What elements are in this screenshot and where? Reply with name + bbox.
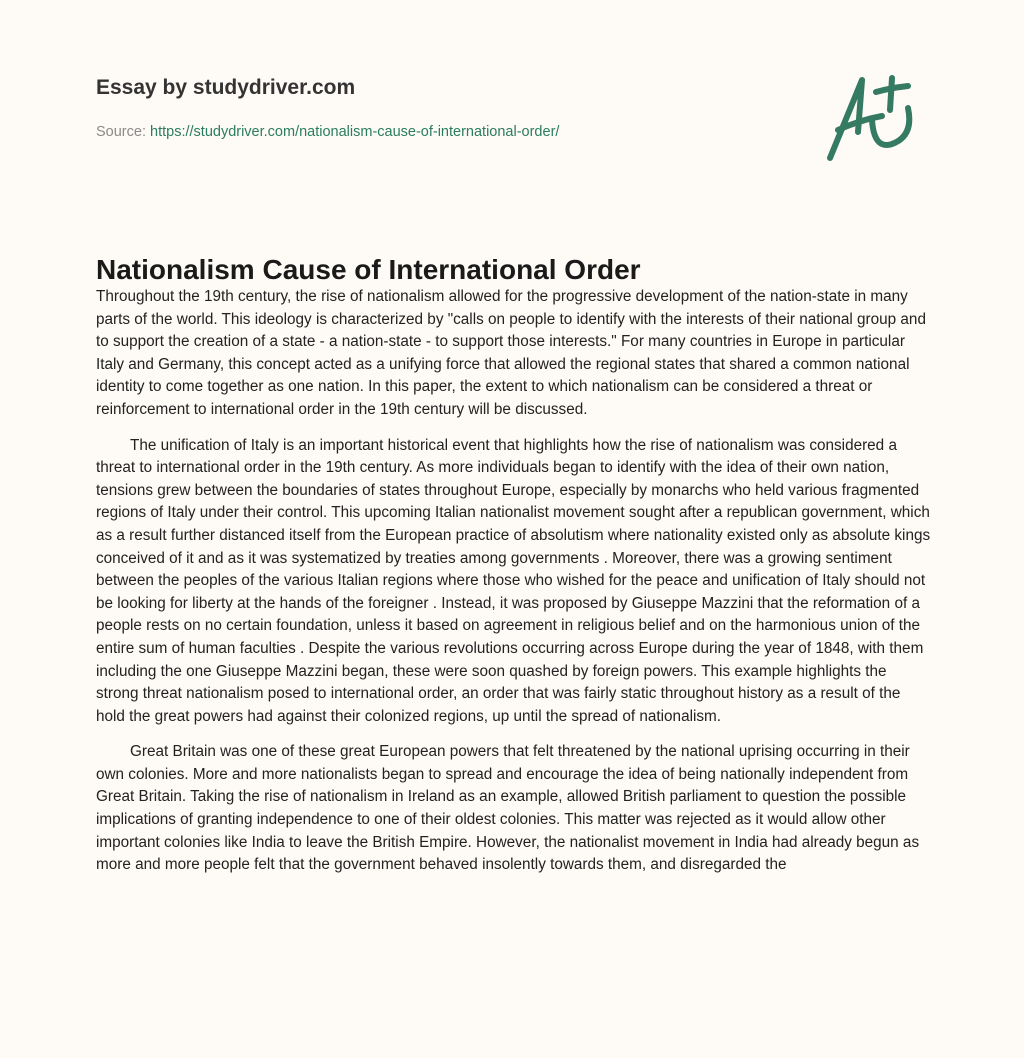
essay-body — [96, 286, 932, 890]
source-label: Source: — [96, 124, 146, 140]
source-link[interactable]: https://studydriver.com/nationalism-cause-of-international-order/ — [150, 124, 560, 140]
paragraph: The unification of Italy is an important historical event that highlights how the rise of nationalism was considered a threat to international order in the 19th century. As more individuals began to identify with the idea of their own nation, tensions grew between the boundaries of states throughout Europe, especially by monarchs who held various fragmented regions of Italy under their control. This upcoming Italian nationalist movement sought after a republican government, which as a result further distanced itself from the European practice of absolutism where nationality existed only as absolute kings conceived of it and as it was systematized by treaties among governments . Moreover, there was a growing sentiment between the peoples of the various Italian regions where those who wished for the peace and unification of Italy should not be looking for liberty at the hands of the foreigner . Instead, it was proposed by Giuseppe Mazzini that the reformation of a people rests on no certain foundation, unless it based on agreement in religious belief and on the harmonious union of the entire sum of human faculties . Despite the various revolutions occurring across Europe during the year of 1848, with them including the one Giuseppe Mazzini began, these were soon quashed by foreign powers. This example highlights the strong threat nationalism posed to international order, an order that was fairly static throughout history as a result of the hold the great powers had against their colonized regions, up until the spread of nationalism. — [96, 436, 931, 725]
essay-title: Nationalism Cause of International Order — [96, 254, 641, 285]
paragraph: Throughout the 19th century, the rise of nationalism allowed for the progressive development of the nation-state in many parts of the world. This ideology is characterized by "calls on people to identify with the interests of their national group and to support the creation of a state - a nation-state - to support those interests." For many countries in Europe in particular Italy and Germany, this concept acted as a unifying force that allowed the regional states that shared a common national identity to come together as one nation. In this paper, the extent to which nationalism can be considered a threat or reinforcement to international order in the 19th century will be discussed. — [96, 288, 926, 418]
source-line — [96, 124, 559, 140]
paragraph: Great Britain was one of these great European powers that felt threatened by the national uprising occurring in their own colonies. More and more nationalists began to spread and encourage the idea of being nationally independent from Great Britain. Taking the rise of nationalism in Ireland as an example, allowed British parliament to question the possible implications of granting independence to one of their oldest colonies. This matter was rejected as it would allow other important colonies like India to leave the British Empire. However, the nationalist movement in India had already begun as more and more people felt that the government behaved insolently towards them, and disregarded the — [96, 743, 920, 874]
site-title: Essay by studydriver.com — [96, 76, 356, 99]
a-plus-logo-icon — [820, 70, 930, 170]
